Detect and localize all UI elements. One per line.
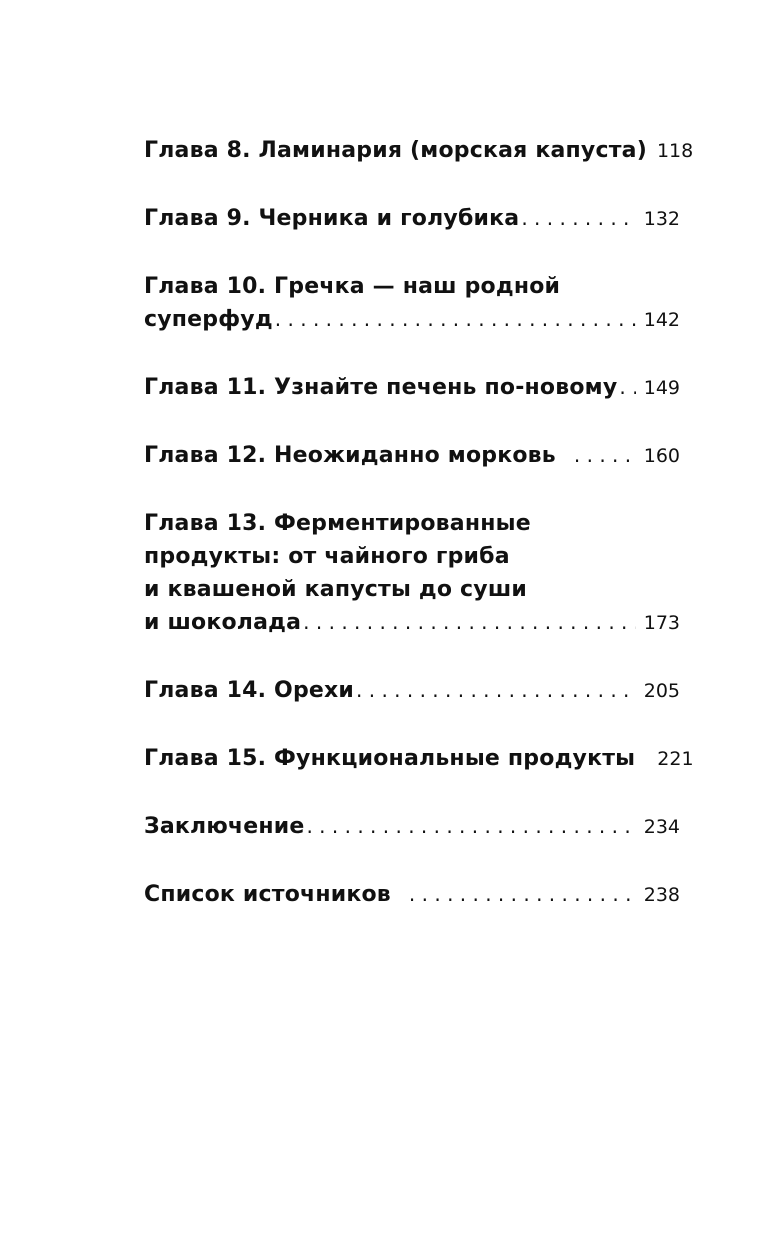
toc-line: [144, 202, 680, 236]
toc-page-number: 234: [643, 816, 680, 838]
toc-entry-chapter-13: [144, 507, 680, 640]
toc-entry-chapter-8: [144, 134, 694, 168]
toc-entry-title: Заключение: [144, 814, 305, 839]
toc-line: [144, 371, 680, 405]
dot-leader: [306, 810, 635, 843]
toc-line: [144, 878, 680, 912]
toc-page-number: 205: [643, 680, 680, 702]
toc-line: [144, 810, 680, 844]
toc-entry-title-line-1: Глава 10. Гречка — наш родной: [144, 274, 561, 299]
toc-page-number: 142: [643, 309, 680, 331]
toc-line: [144, 134, 694, 168]
toc-page-number: 132: [643, 208, 680, 230]
toc-line: [144, 507, 680, 540]
table-of-contents: [144, 134, 694, 946]
dot-leader: [619, 371, 635, 404]
toc-entry-chapter-12: [144, 439, 680, 473]
toc-entry-title: Глава 11. Узнайте печень по-новому: [144, 375, 618, 400]
toc-entry-title-line-2: продукты: от чайного гриба: [144, 544, 510, 569]
toc-line: [144, 573, 680, 606]
toc-entry-chapter-11: [144, 371, 680, 405]
toc-page-number: 118: [656, 140, 694, 162]
toc-entry-title: Глава 14. Орехи: [144, 678, 355, 703]
toc-line: [144, 439, 680, 473]
toc-entry-title: Глава 9. Черника и голубика: [144, 206, 520, 231]
toc-entry-title: Список источников: [144, 882, 391, 907]
toc-entry-title-line-4: и шоколада: [144, 610, 302, 635]
toc-entry-chapter-9: [144, 202, 680, 236]
dot-leader: [303, 606, 636, 639]
toc-line: [144, 742, 694, 776]
toc-entry-title-line-1: Глава 13. Ферментированные: [144, 511, 531, 536]
toc-line: [144, 606, 680, 640]
toc-entry-title: Глава 8. Ламинария (морская капуста): [144, 138, 647, 163]
toc-entry-title: Глава 15. Функциональные продукты: [144, 746, 636, 771]
toc-page-number: 238: [643, 884, 680, 906]
dot-leader: [521, 202, 635, 235]
toc-line: [144, 674, 680, 708]
toc-page-number: 160: [643, 445, 680, 467]
toc-entry-chapter-14: [144, 674, 680, 708]
toc-page-number: 173: [643, 612, 680, 634]
toc-entry-title-line-3: и квашеной капусты до суши: [144, 577, 528, 602]
toc-line: [144, 540, 680, 573]
toc-page-number: 149: [643, 377, 680, 399]
toc-entry-chapter-10: [144, 270, 680, 337]
toc-entry-conclusion: [144, 810, 680, 844]
toc-entry-title-line-2: суперфуд: [144, 307, 273, 332]
toc-page-number: 221: [657, 748, 694, 770]
dot-leader: [356, 674, 636, 707]
toc-line: [144, 270, 680, 303]
dot-leader: [275, 303, 636, 336]
toc-line: [144, 303, 680, 337]
toc-entry-title: Глава 12. Неожиданно морковь: [144, 443, 556, 468]
dot-leader: [409, 878, 636, 911]
dot-leader: [574, 439, 636, 472]
toc-entry-chapter-15: [144, 742, 694, 776]
toc-entry-references: [144, 878, 680, 912]
